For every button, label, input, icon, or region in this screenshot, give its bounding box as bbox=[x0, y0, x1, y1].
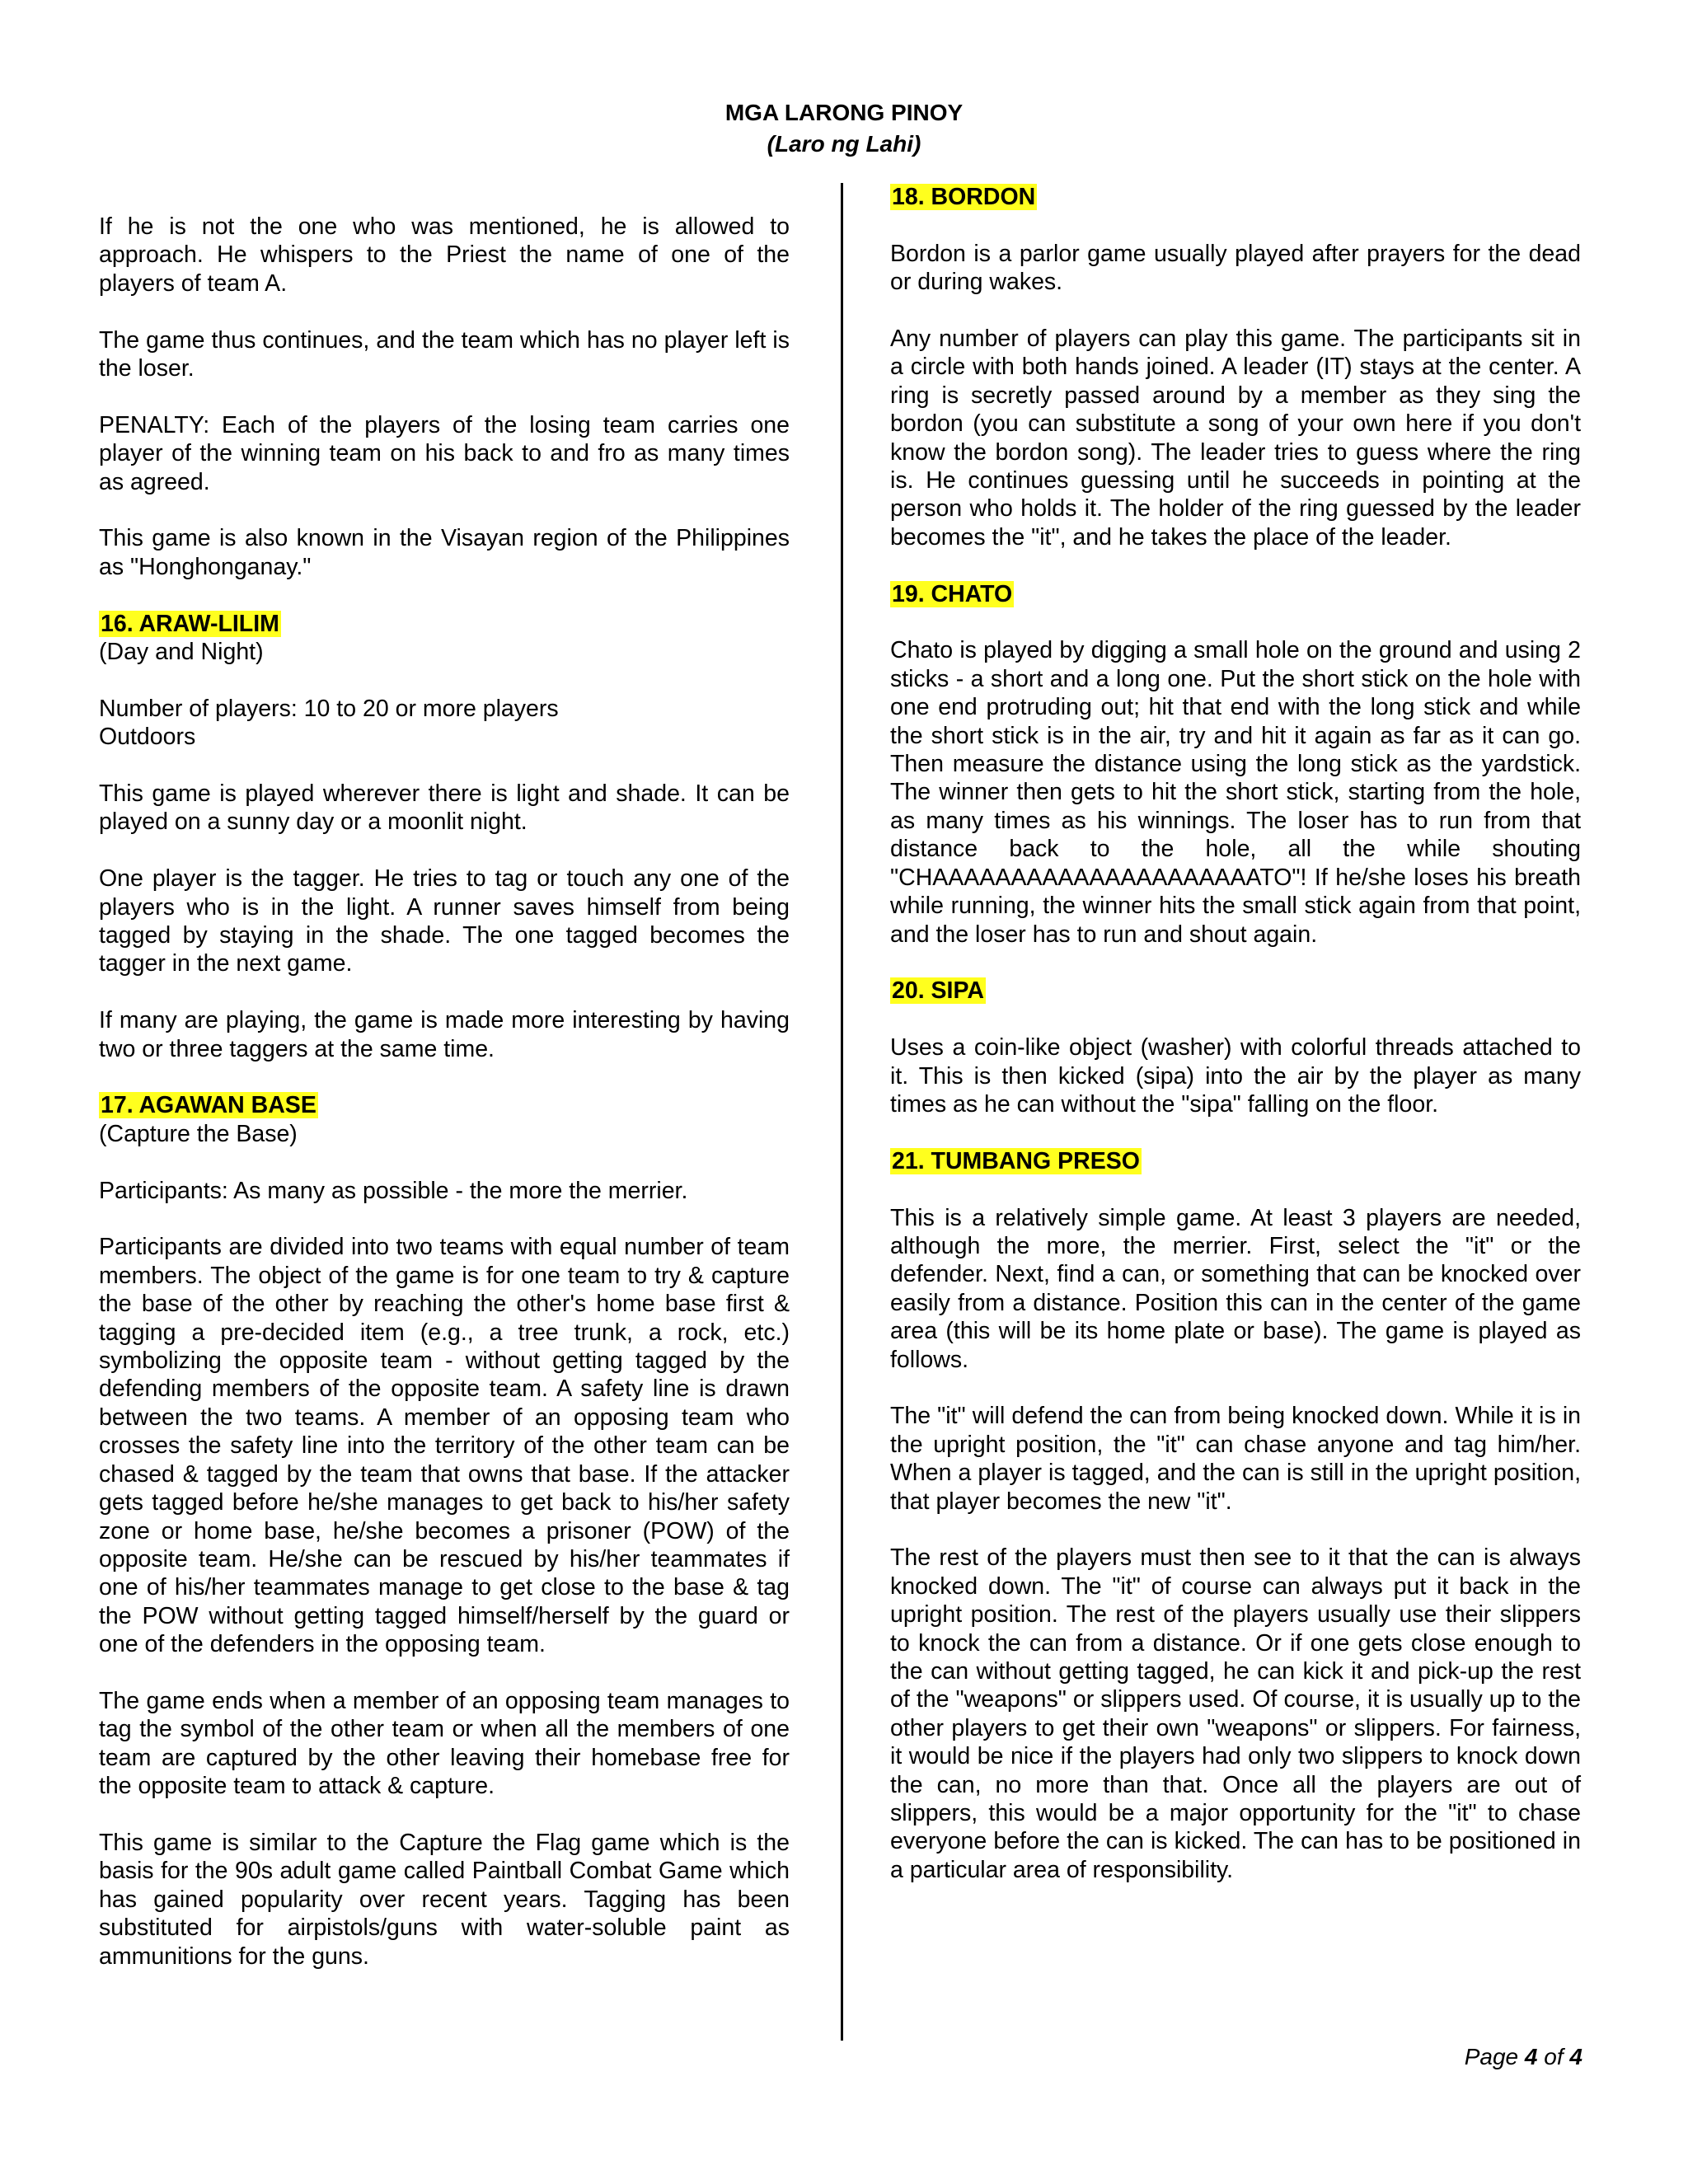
location-line: Outdoors bbox=[99, 724, 196, 751]
paragraph: The game thus continues, and the team which has no player left is the loser. bbox=[99, 326, 790, 382]
paragraph: The game ends when a member of an opposing team manages to tag the symbol of the other team or when all the members of one team are captured by the other leaving their homebase free for the opposite team to attack & capture. bbox=[99, 1687, 790, 1800]
participants-line: Participants: As many as possible - the more the merrier. bbox=[99, 1177, 688, 1204]
paragraph: PENALTY: Each of the players of the losing team carries one player of the winning team on his back to and fro as many times as agreed. bbox=[99, 411, 790, 495]
paragraph: If many are playing, the game is made more interesting by having two or three taggers at the same time. bbox=[99, 1007, 790, 1062]
paragraph: Bordon is a parlor game usually played after prayers for the dead or during wakes. bbox=[890, 240, 1581, 296]
section-heading: 16. ARAW-LILIM bbox=[101, 610, 279, 637]
section-heading: 18. BORDON bbox=[892, 184, 1036, 210]
document-subtitle: (Laro ng Lahi) bbox=[767, 131, 921, 157]
paragraph: The rest of the players must then see to it that the can is always knocked down. The "it" of course can always put it back in the upright position. The rest of the players usually use their slippers to knock the can from a distance. Or if one gets close enough to the can without getting tagged, he can kick it and pick-up the rest of the "weapons" or slippers used. Of course, it is usually up to the other players to get their own "weapons" or slippers. For fairness, it would be nice if the players had only two slippers to knock down the can, no more than that. Once all the players are out of slippers, this would be a major opportunity for the "it" to chase everyone before the can is kicked. The can has to be positioned in a particular area of responsibility. bbox=[890, 1544, 1581, 1883]
paragraph: This is a relatively simple game. At least 3 players are needed, although the more, the merrier. First, select the "it" or the defender. Next, find a can, or something that can be knocked over easily from a distance. Position this can in the center of the game area (this will be its home plate or base). The game is played as follows. bbox=[890, 1204, 1581, 1373]
paragraph: Uses a coin-like object (washer) with colorful threads attached to it. This is then kicked (sipa) into the air by the player as many times as he can without the "sipa" falling on the floor. bbox=[890, 1034, 1581, 1118]
page-total: 4 bbox=[1569, 2044, 1582, 2069]
section-heading-block bbox=[99, 1091, 790, 1119]
section-heading-block bbox=[99, 610, 790, 638]
page-current: 4 bbox=[1524, 2044, 1538, 2069]
section-heading: 21. TUMBANG PRESO bbox=[892, 1147, 1140, 1174]
page-header bbox=[0, 97, 1688, 160]
section-heading-block bbox=[890, 1147, 1581, 1175]
page-word: Page bbox=[1464, 2044, 1519, 2069]
section-subtitle: (Day and Night) bbox=[99, 639, 264, 666]
section-heading-block bbox=[890, 183, 1581, 211]
paragraph: Any number of players can play this game. The participants sit in a circle with both hands joined. A leader (IT) stays at the center. A ring is secretly passed around by a member as they sing the bordon (you can substitute a song of your own here if you don't know the bordon song). The leader tries to guess where the ring is. He continues guessing until he succeeds in pointing at the person who holds it. The holder of the ring guessed by the leader becomes the "it", and he takes the place of the leader. bbox=[890, 326, 1581, 551]
right-column bbox=[890, 183, 1581, 1913]
left-column bbox=[99, 213, 790, 1999]
column-divider bbox=[841, 183, 843, 2041]
section-heading: 19. CHATO bbox=[892, 580, 1013, 607]
paragraph: One player is the tagger. He tries to tag or touch any one of the players who is in the light. A runner saves himself from being tagged by staying in the shade. The one tagged becomes the tagger in the next game. bbox=[99, 865, 790, 977]
section-heading-block bbox=[890, 580, 1581, 608]
section-heading-block bbox=[890, 977, 1581, 1005]
paragraph: This game is also known in the Visayan region of the Philippines as "Honghonganay." bbox=[99, 525, 790, 580]
of-word: of bbox=[1544, 2044, 1564, 2069]
paragraph: This game is played wherever there is light and shade. It can be played on a sunny day or a moonlit night. bbox=[99, 780, 790, 836]
section-subtitle: (Capture the Base) bbox=[99, 1120, 298, 1147]
paragraph: Chato is played by digging a small hole on the ground and using 2 sticks - a short and a long one. Put the short stick on the hole with one end protruding out; hit that end with the long stick and while the short stick is in the air, try and hit it again as far as it can go. Then measure the distance using the long stick as the yardstick. The winner then gets to hit the short stick, starting from the hole, as many times as his winnings. The loser has to run from that distance back to the hole, all the while shouting "CHAAAAAAAAAAAAAAAAAAAAATO"! If he/she loses his breath while running, the winner hits the small stick again from that point, and the loser has to run and shout again. bbox=[890, 637, 1581, 948]
section-heading: 20. SIPA bbox=[892, 977, 984, 1005]
paragraph: If he is not the one who was mentioned, he is allowed to approach. He whispers to the Priest the name of one of the players of team A. bbox=[99, 213, 790, 297]
section-heading: 17. AGAWAN BASE bbox=[101, 1092, 316, 1119]
paragraph: The "it" will defend the can from being knocked down. While it is in the upright position, the "it" can chase anyone and tag him/her. When a player is tagged, and the can is still in the upright position, that player becomes the new "it". bbox=[890, 1403, 1581, 1515]
paragraph: Participants are divided into two teams with equal number of team members. The object of the game is for one team to try & capture the base of the other by reaching the other's home base first & tagging a pre-decided item (e.g., a tree trunk, a rock, etc.) symbolizing the opposite team - without getting tagged by the defending members of the opposite team. A safety line is drawn between the two teams. A member of an opposing team who crosses the safety line into the territory of the other team can be chased & tagged by the team that owns that base. If the attacker gets tagged before he/she manages to get back to his/her safety zone or home base, he/she becomes a prisoner (POW) of the opposite team. He/she can be rescued by his/her teammates if one of his/her teammates manage to get close to the base & tag the POW without getting tagged himself/herself by the guard or one of the defenders in the opposing team. bbox=[99, 1234, 790, 1658]
document-title: MGA LARONG PINOY bbox=[724, 100, 964, 125]
page-number bbox=[1465, 2044, 1582, 2070]
paragraph: This game is similar to the Capture the Flag game which is the basis for the 90s adult game called Paintball Combat Game which has gained popularity over recent years. Tagging has been substituted for airpistols/guns with water-soluble paint as ammunitions for the guns. bbox=[99, 1829, 790, 1970]
players-line: Number of players: 10 to 20 or more players bbox=[99, 695, 559, 722]
